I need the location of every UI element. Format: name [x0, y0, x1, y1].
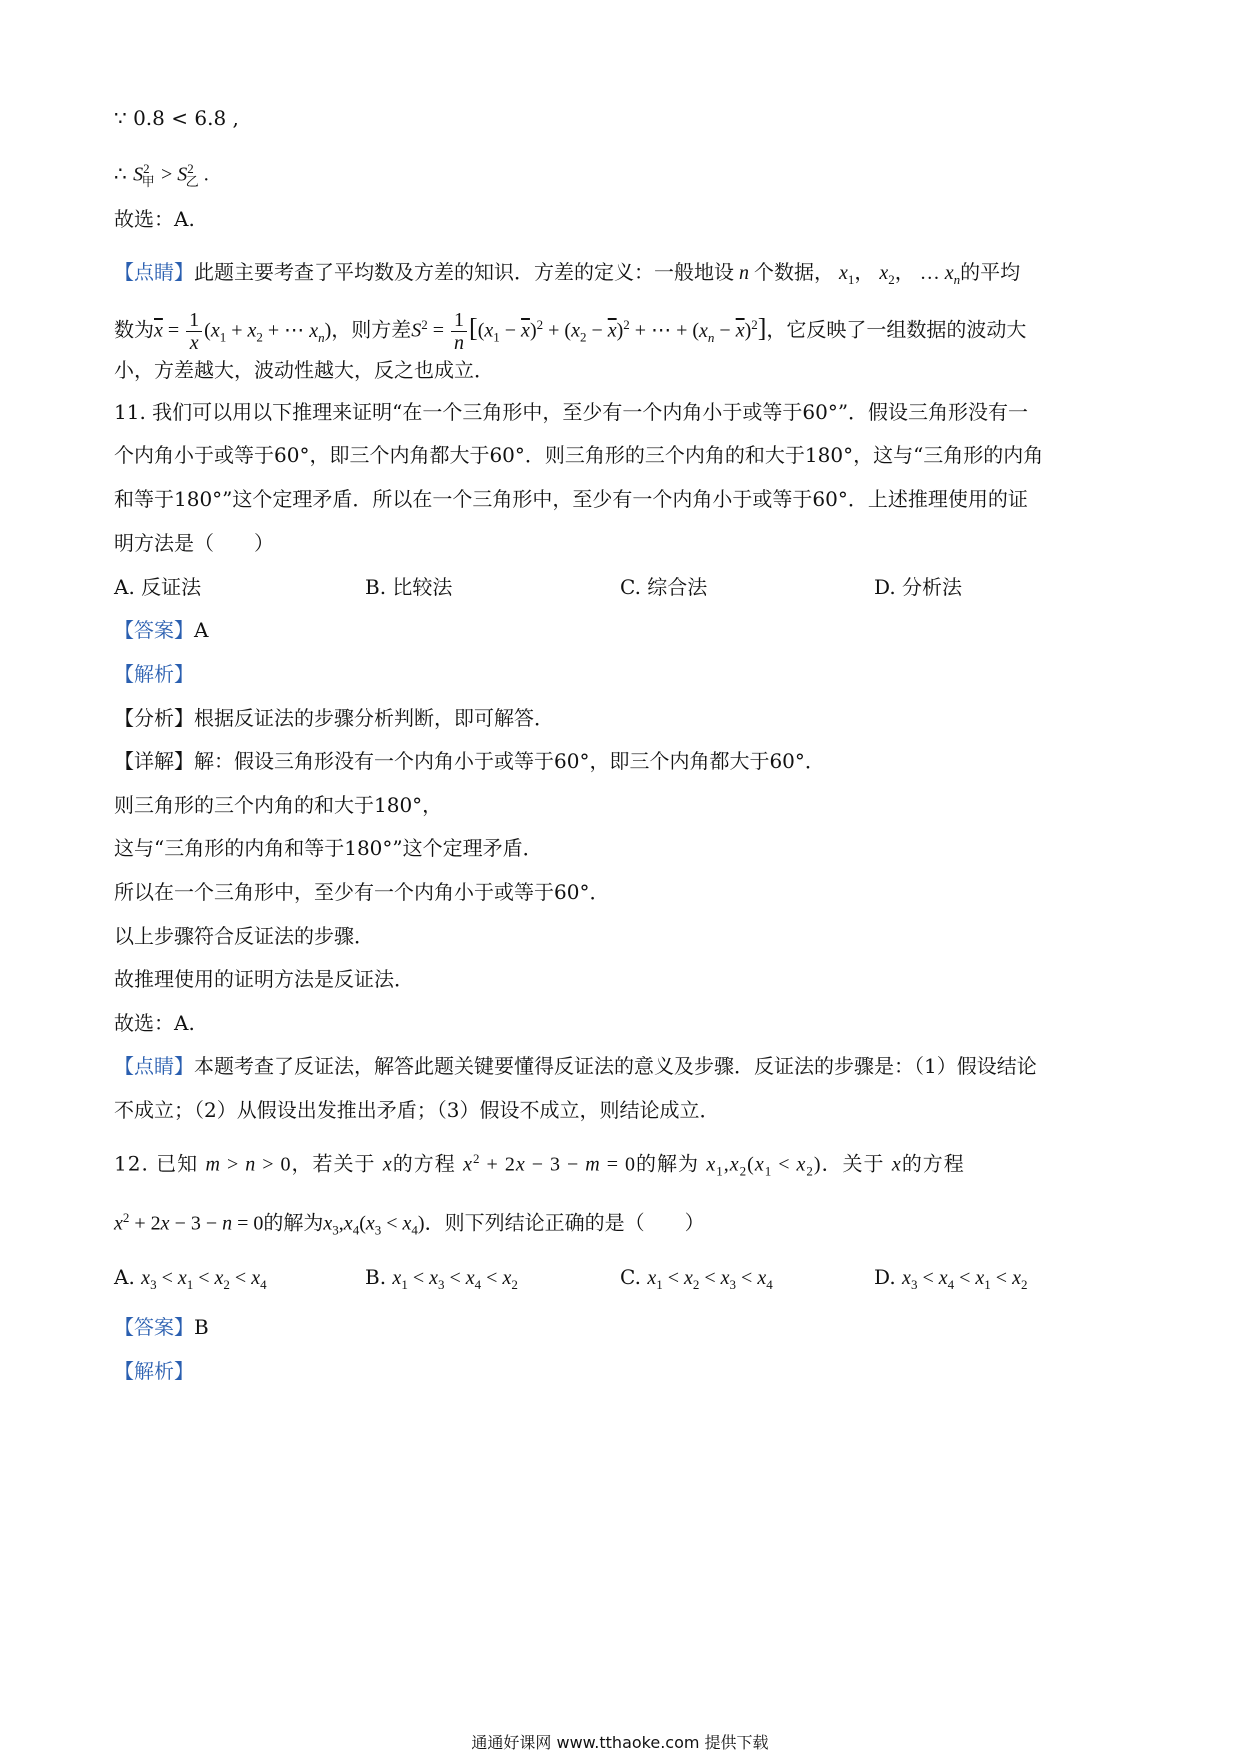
q11-fenxi — [114, 704, 554, 732]
q11-option-c: C. 综合法 — [620, 575, 708, 599]
choice-line: 故选：A. — [114, 207, 195, 231]
tip-text-c: 的平均 — [960, 260, 1021, 284]
q11-line4: 明方法是（ ） — [114, 531, 274, 555]
q12-text: ．则下列结论正确的是（ ） — [424, 1210, 705, 1235]
therefore-symbol: ∴ — [114, 161, 134, 186]
q11-tip-line2: 不成立；（2）从假设出发推出矛盾；（3）假设不成立，则结论成立． — [114, 1098, 720, 1122]
q11-option-a: A. 反证法 — [114, 575, 202, 599]
page-footer: 通通好课网 www.tthaoke.com 提供下载 — [471, 1733, 769, 1752]
q11-line2: 个内角小于或等于60°，即三个内角都大于60°．则三角形的三个内角的和大于180°，这与“三角形的内角 — [114, 443, 1044, 467]
tip-text-b: 个数据， — [754, 260, 834, 284]
variance-sub-jia: 甲 — [141, 174, 155, 190]
q11-answer — [114, 616, 208, 644]
tip-text-variance-desc: ，它反映了一组数据的波动大 — [766, 317, 1027, 342]
q12-option-c: C. $x_1 < x_2 < x_3 < x_4$ — [620, 1265, 773, 1292]
q12-option-b: B. $x_1 < x_3 < x_4 < x_2$ — [365, 1265, 518, 1292]
tip-paragraph-line3: 小，方差越大，波动性越大，反之也成立． — [114, 358, 494, 382]
q12-text: 的方程 — [392, 1151, 456, 1176]
q11-line3: 和等于180°”这个定理矛盾．所以在一个三角形中，至少有一个内角小于或等于60°．上述推理使用的证 — [114, 487, 1028, 511]
q12-answer — [114, 1313, 209, 1341]
answer-tag: 【答案】 — [114, 618, 194, 642]
therefore-line: ∴ $S^2_甲 > S^2_乙$ . — [114, 161, 209, 190]
q11-line1: 11. 我们可以用以下推理来证明“在一个三角形中，至少有一个内角小于或等于60°”．假设三角形没有一 — [114, 400, 1029, 424]
q11-step: 以上步骤符合反证法的步骤． — [114, 924, 374, 948]
q11-step: 这与“三角形的内角和等于180°”这个定理矛盾． — [114, 836, 543, 860]
q11-option-b: B. 比较法 — [365, 575, 453, 599]
tip-text-mean-label: 数为 — [114, 317, 154, 342]
xiangjie-text: 解：假设三角形没有一个内角小于或等于60°，即三个内角都大于60°． — [194, 749, 825, 773]
q11-step: 故选：A. — [114, 1011, 195, 1035]
fenxi-tag: 【分析】 — [114, 706, 194, 730]
because-line: ∵ 0.8 < 6.8 , — [114, 106, 239, 130]
q12-line2: $x^2 + 2x - 3 - n = 0$的解为$x_3,x_4(x_3 < x_4)$．则下列结论正确的是（ ） — [114, 1210, 705, 1238]
q12-text: 的方程 — [901, 1151, 965, 1176]
tip-paragraph-line1: 【点睛】此题主要考查了平均数及方差的知识．方差的定义：一般地设 n 个数据， $x_1$， $x_2$， … $x_n$的平均 — [114, 260, 1021, 287]
xiangjie-tag: 【详解】 — [114, 749, 194, 773]
q11-xiangjie — [114, 747, 825, 775]
q12-text: 的解为 — [636, 1151, 700, 1176]
q12-line1: 12. 已知 m > n > 0，若关于 x的方程 $x^2 + 2x - 3 - m = 0$的解为 $x_1,x_2(x_1 < x_2)$．关于 x的方程 — [114, 1151, 965, 1179]
q12-analysis-tag: 【解析】 — [114, 1359, 194, 1383]
q12-option-a: A. $x_3 < x_1 < x_2 < x_4$ — [114, 1265, 267, 1292]
q11-step: 则三角形的三个内角的和大于180°， — [114, 793, 443, 817]
q11-step: 故推理使用的证明方法是反证法． — [114, 967, 414, 991]
answer-value: B — [194, 1315, 209, 1339]
tip-text: 此题主要考查了平均数及方差的知识．方差的定义：一般地设 — [194, 260, 734, 284]
fenxi-text: 根据反证法的步骤分析判断，即可解答． — [194, 706, 554, 730]
answer-value: A — [194, 618, 209, 642]
q12-option-d: D. $x_3 < x_4 < x_1 < x_2$ — [874, 1265, 1028, 1292]
q12-text: ，若关于 — [291, 1151, 376, 1176]
q11-option-d: D. 分析法 — [874, 575, 963, 599]
q12-number: 12. 已知 — [114, 1151, 199, 1176]
tip-paragraph-line2: 数为$\overline{x}$ = $\frac{1}{x}$ ($x_1 + x_2$ + ⋯ $x_n$)，则方差$S^2$ = $\frac{1}{n}$ [$(x_1 - \overline{x})^2 + (x_2 - \overline{x})^2$ + ⋯ + $(x_n - \overline{x})^2$]，它反映了一组数据的波动大 — [114, 308, 1027, 354]
tip-text-variance-label: ，则方差 — [331, 317, 412, 342]
q11-tip-line1 — [114, 1052, 1037, 1080]
tip-text: 本题考查了反证法，解答此题关键要懂得反证法的意义及步骤．反证法的步骤是：（1）假设结论 — [194, 1054, 1037, 1078]
variance-sub-yi: 乙 — [185, 174, 199, 190]
q11-analysis-tag: 【解析】 — [114, 662, 194, 686]
tip-tag: 【点睛】 — [114, 260, 194, 284]
answer-tag: 【答案】 — [114, 1315, 194, 1339]
tip-tag: 【点睛】 — [114, 1054, 194, 1078]
q11-step: 所以在一个三角形中，至少有一个内角小于或等于60°． — [114, 880, 610, 904]
q12-text: ．关于 — [821, 1151, 885, 1176]
